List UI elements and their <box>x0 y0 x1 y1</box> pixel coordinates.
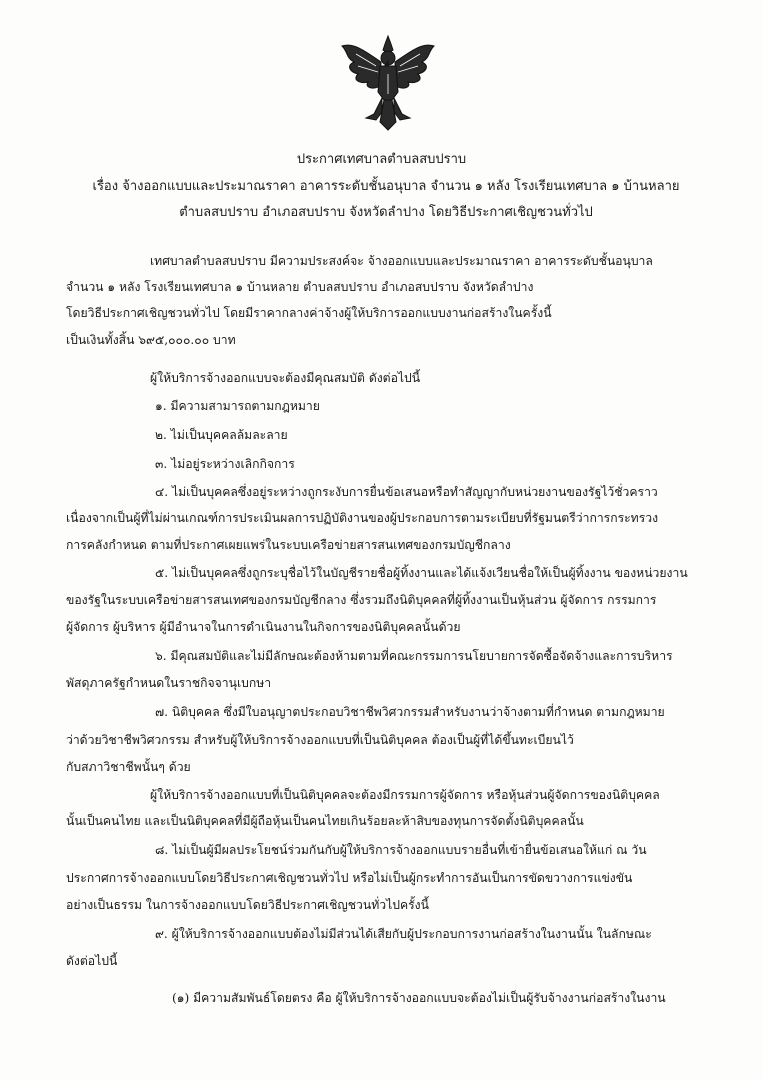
body-line: ๗. นิติบุคคล ซึ่งมีใบอนุญาตประกอบวิชาชีพวิศวกรรมสำหรับงานว่าจ้างตามที่กำหนด ตามกฎหมาย <box>155 705 665 719</box>
announcement-title: ประกาศเทศบาลตำบลสบปราบ <box>296 152 467 167</box>
body-line: ของรัฐในระบบเครือข่ายสารสนเทศของกรมบัญชีกลาง ซึ่งรวมถึงนิติบุคคลที่ผู้ทิ้งงานเป็นหุ้นส่วน ผู้จัดการ กรรมการ <box>66 593 657 607</box>
body-line: โดยวิธีประกาศเชิญชวนทั่วไป โดยมีราคากลางค่าจ้างผู้ให้บริการออกแบบงานก่อสร้างในครั้งนี้ <box>66 306 552 320</box>
garuda-emblem-icon <box>336 34 440 134</box>
body-line: ดังต่อไปนี้ <box>66 954 118 968</box>
body-line: กับสภาวิชาชีพนั้นๆ ด้วย <box>66 760 191 774</box>
body-line: จำนวน ๑ หลัง โรงเรียนเทศบาล ๑ บ้านหลาย ตำบลสบปราบ อำเภอสบปราบ จังหวัดลำปาง <box>66 280 534 294</box>
body-line: เทศบาลตำบลสบปราบ มีความประสงค์จะ จ้างออกแบบและประมาณราคา อาคารระดับชั้นอนุบาล <box>150 254 653 268</box>
announcement-subject <box>66 174 706 226</box>
body-line: ๘. ไม่เป็นผู้มีผลประโยชน์ร่วมกันกับผู้ให้บริการจ้างออกแบบรายอื่นที่เข้ายื่นข้อเสนอให้แก่ ณ วัน <box>155 843 647 857</box>
body-line: ๓. ไม่อยู่ระหว่างเลิกกิจการ <box>155 457 295 471</box>
body-line: ๔. ไม่เป็นบุคคลซึ่งอยู่ระหว่างถูกระงับการยื่นข้อเสนอหรือทำสัญญากับหน่วยงานของรัฐไว้ชั่วคราว <box>155 485 658 499</box>
body-line: การคลังกำหนด ตามที่ประกาศเผยแพร่ในระบบเครือข่ายสารสนเทศของกรมบัญชีกลาง <box>66 538 511 552</box>
body-line: เนื่องจากเป็นผู้ที่ไม่ผ่านเกณฑ์การประเมินผลการปฏิบัติงานของผู้ประกอบการตามระเบียบที่รัฐมนตรีว่าการกระทรวง <box>66 511 659 525</box>
body-line: อย่างเป็นธรรม ในการจ้างออกแบบโดยวิธีประกาศเชิญชวนทั่วไปครั้งนี้ <box>66 898 429 912</box>
body-line: ผู้ให้บริการจ้างออกแบบที่เป็นนิติบุคคลจะต้องมีกรรมการผู้จัดการ หรือหุ้นส่วนผู้จัดการของนิติบุคคล <box>150 788 660 802</box>
body-line: ๑. มีความสามารถตามกฎหมาย <box>155 399 320 413</box>
body-line: ว่าด้วยวิชาชีพวิศวกรรม สำหรับผู้ให้บริการจ้างออกแบบที่เป็นนิติบุคคล ต้องเป็นผู้ที่ได้ขึ้นทะเบียนไว้ <box>66 733 574 747</box>
body-line: ๖. มีคุณสมบัติและไม่มีลักษณะต้องห้ามตามที่คณะกรรมการนโยบายการจัดซื้อจัดจ้างและการบริหาร <box>155 649 673 663</box>
subject-line-1: เรื่อง จ้างออกแบบและประมาณราคา อาคารระดับชั้นอนุบาล จำนวน ๑ หลัง โรงเรียนเทศบาล ๑ บ้านหลาย <box>92 179 680 194</box>
body-line: ๙. ผู้ให้บริการจ้างออกแบบต้องไม่มีส่วนได้เสียกับผู้ประกอบการงานก่อสร้างในงานนั้น ในลักษณะ <box>155 927 652 941</box>
body-line: เป็นเงินทั้งสิ้น ๖๙๕,๐๐๐.๐๐ บาท <box>66 333 236 347</box>
body-line: นั้นเป็นคนไทย และเป็นนิติบุคคลที่มีผู้ถือหุ้นเป็นคนไทยเกินร้อยละห้าสิบของทุนการจัดตั้งนิติบุคคลนั้น <box>66 814 584 828</box>
body-line: ๒. ไม่เป็นบุคคลล้มละลาย <box>155 428 288 442</box>
body-line: (๑) มีความสัมพันธ์โดยตรง คือ ผู้ให้บริการจ้างออกแบบจะต้องไม่เป็นผู้รับจ้างงานก่อสร้างในงาน <box>172 991 666 1005</box>
body-line: พัสดุภาครัฐกำหนดในราชกิจจานุเบกษา <box>66 676 272 690</box>
body-line: ผู้จัดการ ผู้บริหาร ผู้มีอำนาจในการดำเนินงานในกิจการของนิติบุคคลนั้นด้วย <box>66 620 461 634</box>
body-line: ประกาศการจ้างออกแบบโดยวิธีประกาศเชิญชวนทั่วไป หรือไม่เป็นผู้กระทำการอันเป็นการขัดขวางการแข่งขัน <box>66 871 633 885</box>
body-line: ผู้ให้บริการจ้างออกแบบจะต้องมีคุณสมบัติ ดังต่อไปนี้ <box>150 371 421 385</box>
subject-line-2: ตำบลสบปราบ อำเภอสบปราบ จังหวัดลำปาง โดยวิธีประกาศเชิญชวนทั่วไป <box>179 205 593 220</box>
body-line: ๕. ไม่เป็นบุคคลซึ่งถูกระบุชื่อไว้ในบัญชีรายชื่อผู้ทิ้งงานและได้แจ้งเวียนชื่อให้เป็นผู้ทิ้งงาน ของหน่วยงาน <box>155 566 688 580</box>
